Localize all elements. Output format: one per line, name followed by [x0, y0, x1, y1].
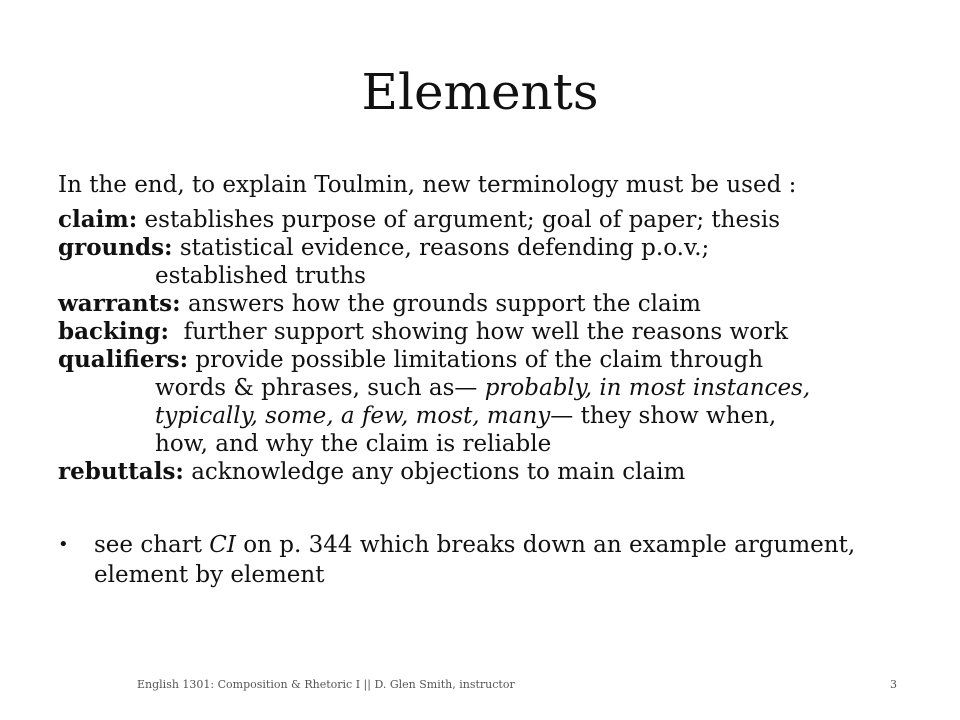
bullet-icon: • [58, 534, 69, 555]
term-claim: claim: [58, 206, 138, 233]
slide-footer: English 1301: Composition & Rhetoric I || D. Glen Smith, instructor [137, 678, 515, 691]
qualifiers-line3-plain: — they show when, [550, 403, 777, 429]
def-warrants: answers how the grounds support the claim [180, 291, 701, 317]
def-grounds-cont: established truths [155, 263, 366, 289]
bullet-post: on p. 344 which breaks down an example argument, element by element [94, 532, 856, 588]
definitions-list [58, 206, 928, 486]
term-qualifiers: qualifiers: [58, 346, 189, 373]
definition-qualifiers [58, 346, 928, 374]
term-warrants: warrants: [58, 290, 181, 317]
definition-rebuttals [58, 458, 928, 486]
bullet-text [58, 530, 918, 590]
definition-backing [58, 318, 928, 346]
page-number: 3 [890, 678, 897, 691]
term-grounds: grounds: [58, 234, 173, 261]
def-qualifiers-line4: how, and why the claim is reliable [155, 431, 552, 457]
intro-text: In the end, to explain Toulmin, new terminology must be used : [58, 172, 797, 198]
qualifiers-line2-plain: words & phrases, such as— [155, 375, 485, 401]
def-qualifiers: provide possible limitations of the claim through [188, 347, 764, 373]
bullet-pre: see chart [94, 532, 210, 558]
bullet-italic: CI [209, 532, 236, 558]
definition-warrants [58, 290, 928, 318]
def-grounds: statistical evidence, reasons defending p.o.v.; [172, 235, 710, 261]
def-qualifiers-line3 [58, 402, 928, 430]
definition-grounds [58, 234, 928, 262]
definition-claim [58, 206, 928, 234]
term-rebuttals: rebuttals: [58, 458, 184, 485]
term-backing: backing: [58, 318, 169, 345]
def-claim: establishes purpose of argument; goal of paper; thesis [137, 207, 781, 233]
qualifiers-line3-italic: typically, some, a few, most, many [155, 403, 551, 429]
slide-title: Elements [361, 63, 599, 121]
def-qualifiers-line2 [58, 374, 928, 402]
def-backing: further support showing how well the reasons work [168, 319, 789, 345]
def-rebuttals: acknowledge any objections to main claim [183, 459, 686, 485]
bullet-item [58, 530, 918, 590]
qualifiers-line2-italic: probably, in most instances, [484, 375, 811, 401]
